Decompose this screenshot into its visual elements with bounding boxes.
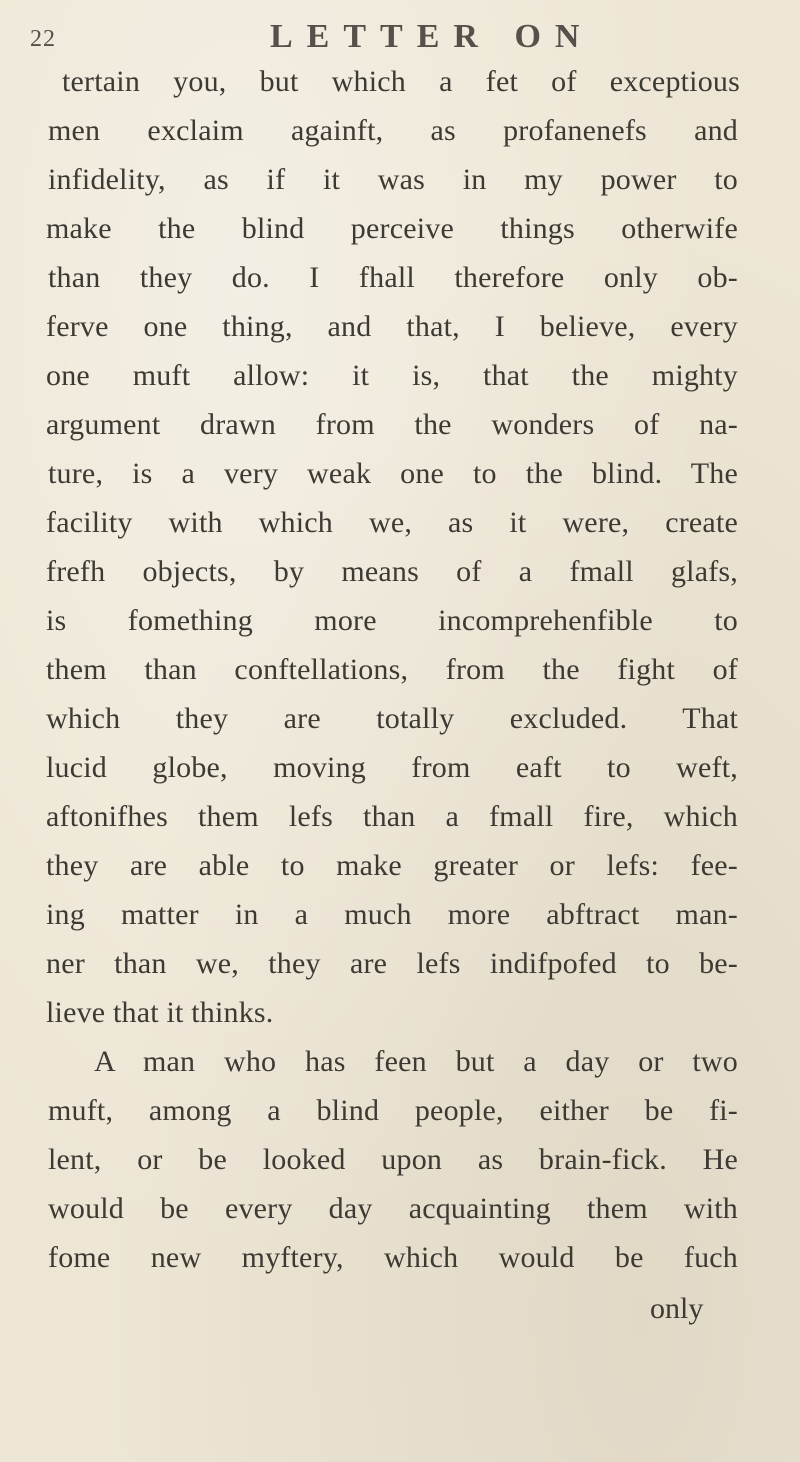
text-line: ferve one thing, and that, I believe, every [46, 310, 738, 343]
running-head-title: LETTER ON [270, 18, 594, 55]
text-line: one muft allow: it is, that the mighty [46, 359, 738, 392]
text-line: aftonifhes them lefs than a fmall fire, which [46, 800, 738, 833]
text-line: fome new myftery, which would be fuch [48, 1241, 738, 1274]
text-line: lucid globe, moving from eaft to weft, [46, 751, 738, 784]
text-line: ture, is a very weak one to the blind. The [48, 457, 738, 490]
text-line: than they do. I fhall therefore only ob- [48, 261, 738, 294]
text-line: A man who has feen but a day or two [94, 1045, 738, 1078]
text-line: lent, or be looked upon as brain-fick. He [48, 1143, 738, 1176]
text-line: ner than we, they are lefs indifpofed to be- [46, 947, 738, 980]
running-head [30, 12, 760, 62]
text-line: would be every day acquainting them with [48, 1192, 738, 1225]
text-line: them than conftellations, from the fight of [46, 653, 738, 686]
text-line: ing matter in a much more abftract man- [46, 898, 738, 931]
text-line: is fomething more incomprehenfible to [46, 604, 738, 637]
text-line: argument drawn from the wonders of na- [46, 408, 738, 441]
text-line: men exclaim againft, as profanenefs and [48, 114, 738, 147]
text-line: tertain you, but which a fet of exceptious [62, 65, 740, 98]
text-line: they are able to make greater or lefs: fee- [46, 849, 738, 882]
text-line: lieve that it thinks. [46, 996, 274, 1029]
text-line: frefh objects, by means of a fmall glafs, [46, 555, 738, 588]
text-line: muft, among a blind people, either be fi- [48, 1094, 738, 1127]
text-line: which they are totally excluded. That [46, 702, 738, 735]
text-line: make the blind perceive things otherwife [46, 212, 738, 245]
catchword: only [650, 1292, 704, 1325]
text-line: facility with which we, as it were, create [46, 506, 738, 539]
page-number: 22 [30, 26, 56, 52]
text-line: infidelity, as if it was in my power to [48, 163, 738, 196]
